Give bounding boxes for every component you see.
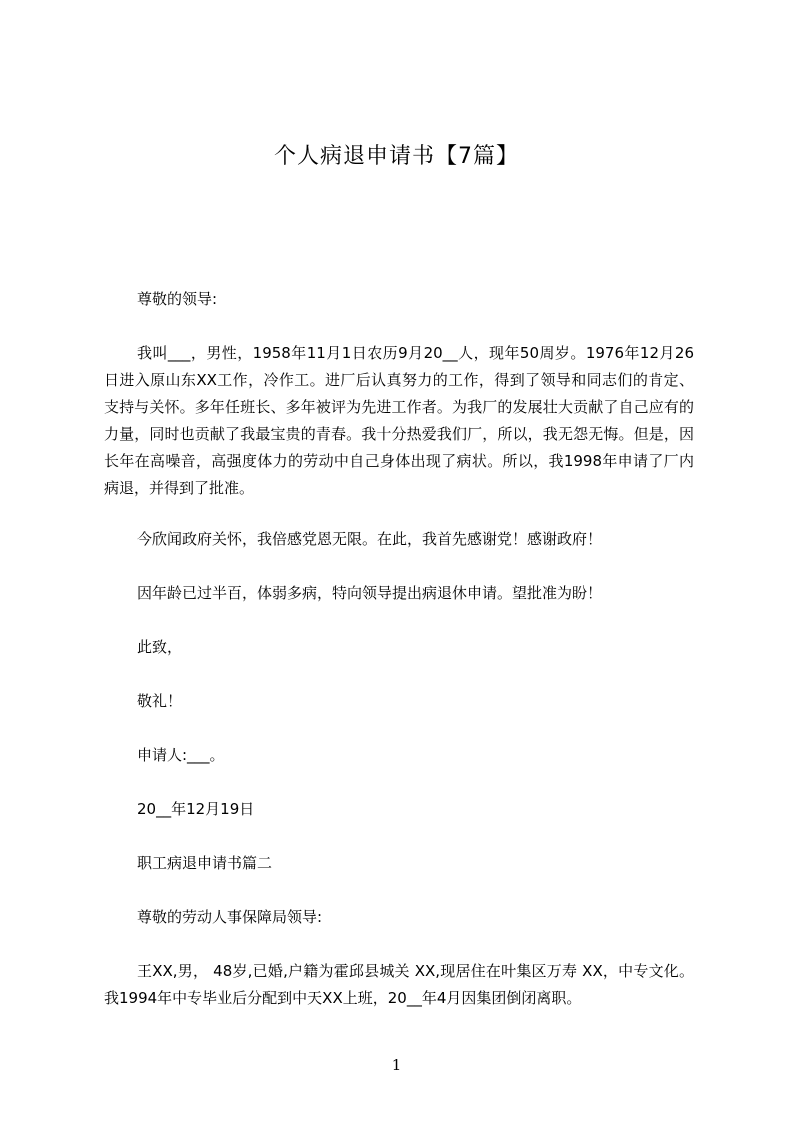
section-heading-two: 职工病退申请书篇二 <box>137 854 273 872</box>
salutation-two: 尊敬的劳动人事保障局领导: <box>137 908 323 926</box>
body-paragraph-thanks: 今欣闻政府关怀，我倍感党恩无限。在此，我首先感谢党！感谢政府！ <box>137 530 603 548</box>
document-title: 个人病退申请书【7篇】 <box>274 144 519 169</box>
body-paragraph-request: 因年龄已过半百，体弱多病，特向领导提出病退休申请。望批准为盼！ <box>137 584 603 602</box>
body-paragraph-intro: 我叫___，男性，1958年11月1日农历9月20__人，现年50周岁。1976年12月26日进入原山东XX工作，冷作工。进厂后认真努力的工作，得到了领导和同志们的肯定、支持与关怀。多年任班长、多年被评为先进工作者。为我厂的发展壮大贡献了自己应有的力量，同时也贡献了我最宝贵的青春。我十分热爱我们厂，所以，我无怨无悔。但是，因长年在高噪音，高强度体力的劳动中自己身体出现了病状。所以，我1998年申请了厂内病退，并得到了批准。 <box>104 344 694 497</box>
date-line: 20__年12月19日 <box>137 800 255 818</box>
salutation: 尊敬的领导: <box>137 290 218 308</box>
page-number: 1 <box>391 1056 402 1074</box>
closing-cizhi: 此致， <box>137 638 183 656</box>
closing-jingli: 敬礼！ <box>137 692 183 710</box>
body-paragraph-two: 王XX,男， 48岁,已婚,户籍为霍邱县城关 XX,现居住在叶集区万寿 XX，中专文化。我1994年中专毕业后分配到中天XX上班，20__年4月因集团倒闭离职。 <box>104 962 694 1007</box>
applicant-line: 申请人:___。 <box>137 746 225 764</box>
